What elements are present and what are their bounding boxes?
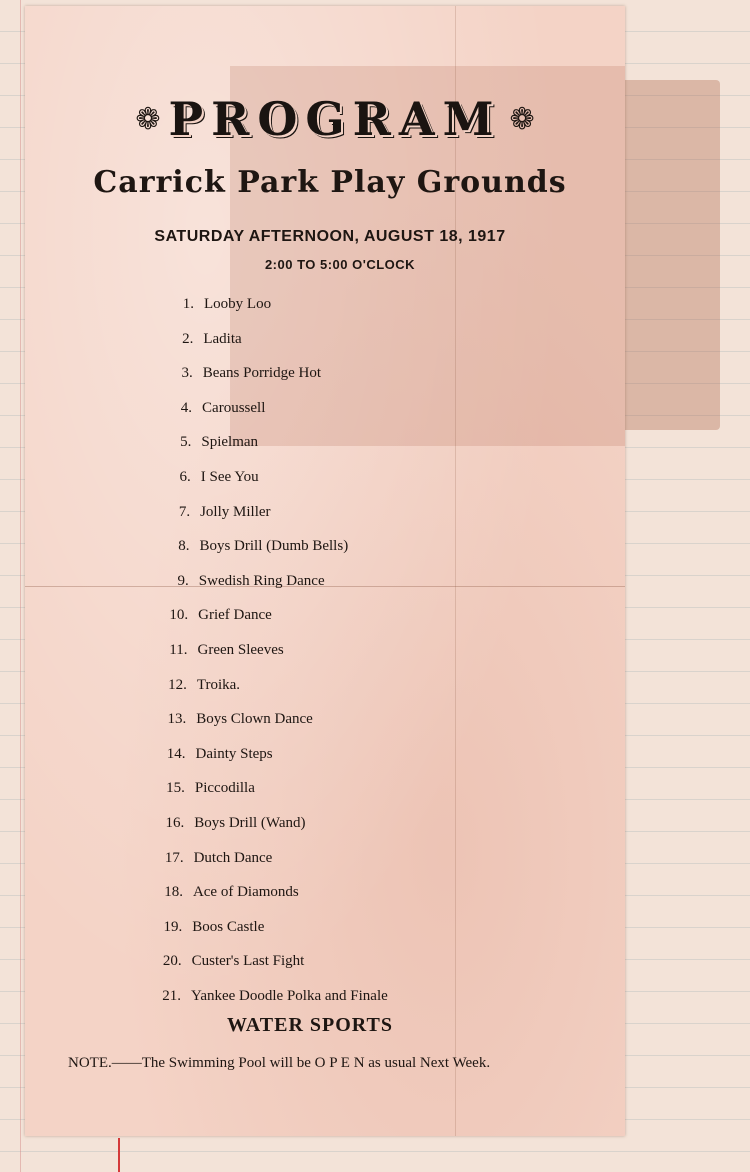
event-date: SATURDAY AFTERNOON, AUGUST 18, 1917: [154, 228, 506, 245]
program-item-number: 5.: [180, 434, 192, 451]
pool-note: NOTE.——The Swimming Pool will be O P E N as usual Next Week.: [68, 1055, 491, 1071]
program-item-number: 17.: [164, 849, 184, 866]
program-item: [168, 292, 271, 316]
program-item-title: Boos Castle: [192, 918, 265, 935]
program-item-title: Ladita: [203, 330, 242, 347]
program-item: [163, 534, 348, 558]
program-item-number: 13.: [167, 711, 187, 728]
program-item-number: 12.: [168, 676, 187, 693]
ornament-right-icon: ❁: [509, 101, 535, 137]
program-heading: [135, 84, 535, 154]
program-item-title: Looby Loo: [204, 296, 272, 312]
program-item-title: I See You: [200, 469, 259, 485]
program-item-title: Grief Dance: [198, 607, 272, 624]
program-item-title: Boys Clown Dance: [196, 711, 313, 728]
program-item: [162, 603, 272, 627]
program-item-title: Boys Drill (Wand): [194, 815, 306, 831]
program-item-number: 6.: [179, 469, 191, 485]
program-item-title: Caroussell: [202, 399, 266, 416]
event-time: 2:00 TO 5:00 O'CLOCK: [264, 257, 416, 272]
program-item: [158, 811, 305, 835]
program-item-number: 11.: [169, 642, 188, 658]
program-item: [159, 776, 255, 800]
program-item: [156, 949, 305, 973]
park-name: Carrick Park Play Grounds: [93, 165, 567, 200]
program-item-title: Boys Drill (Dumb Bells): [199, 538, 349, 555]
program-item: [158, 846, 273, 870]
program-item-title: Troika.: [196, 676, 241, 693]
program-item: [155, 984, 388, 1008]
program-item-title: Piccodilla: [194, 780, 255, 797]
program-item-number: 9.: [177, 572, 189, 589]
program-item: [166, 396, 265, 420]
program-item-title: Ace of Diamonds: [192, 884, 299, 901]
program-item: [157, 880, 299, 904]
program-item-title: Yankee Doodle Polka and Finale: [191, 988, 388, 1004]
water-sports-heading: WATER SPORTS: [227, 1014, 393, 1036]
program-item-title: Spielman: [201, 434, 259, 451]
program-item-title: Custer's Last Fight: [191, 953, 305, 970]
program-item-number: 14.: [166, 745, 186, 762]
program-item-title: Green Sleeves: [197, 642, 284, 658]
program-item-number: 2.: [182, 330, 194, 347]
program-item-number: 16.: [165, 815, 185, 831]
program-item: [156, 915, 264, 939]
program-item: [160, 707, 313, 731]
program-item-title: Jolly Miller: [200, 503, 271, 520]
program-item-number: 15.: [166, 780, 185, 797]
program-item: [162, 638, 284, 662]
program-item-title: Swedish Ring Dance: [198, 572, 325, 589]
program-item-number: 4.: [180, 399, 193, 416]
program-item-number: 3.: [181, 365, 193, 382]
program-item-title: Beans Porridge Hot: [202, 365, 322, 382]
program-item: [163, 569, 325, 593]
ornament-left-icon: ❁: [135, 101, 161, 137]
program-item-number: 20.: [162, 953, 182, 970]
program-item: [160, 742, 273, 766]
program-item: [165, 430, 258, 454]
program-item-number: 21.: [162, 988, 181, 1004]
program-item-number: 19.: [163, 918, 183, 935]
program-item: [164, 500, 270, 524]
program-item: [165, 465, 259, 489]
program-item-number: 8.: [178, 538, 190, 555]
program-item: [167, 327, 241, 351]
program-item: [167, 361, 321, 385]
program-item-title: Dainty Steps: [195, 745, 273, 762]
program-item: [161, 673, 240, 697]
program-item-number: 18.: [164, 884, 183, 901]
program-item-number: 7.: [178, 503, 191, 520]
program-title: PROGRAM: [168, 92, 502, 146]
program-item-number: 1.: [182, 296, 194, 312]
program-item-title: Dutch Dance: [193, 849, 273, 866]
program-item-number: 10.: [169, 607, 189, 624]
